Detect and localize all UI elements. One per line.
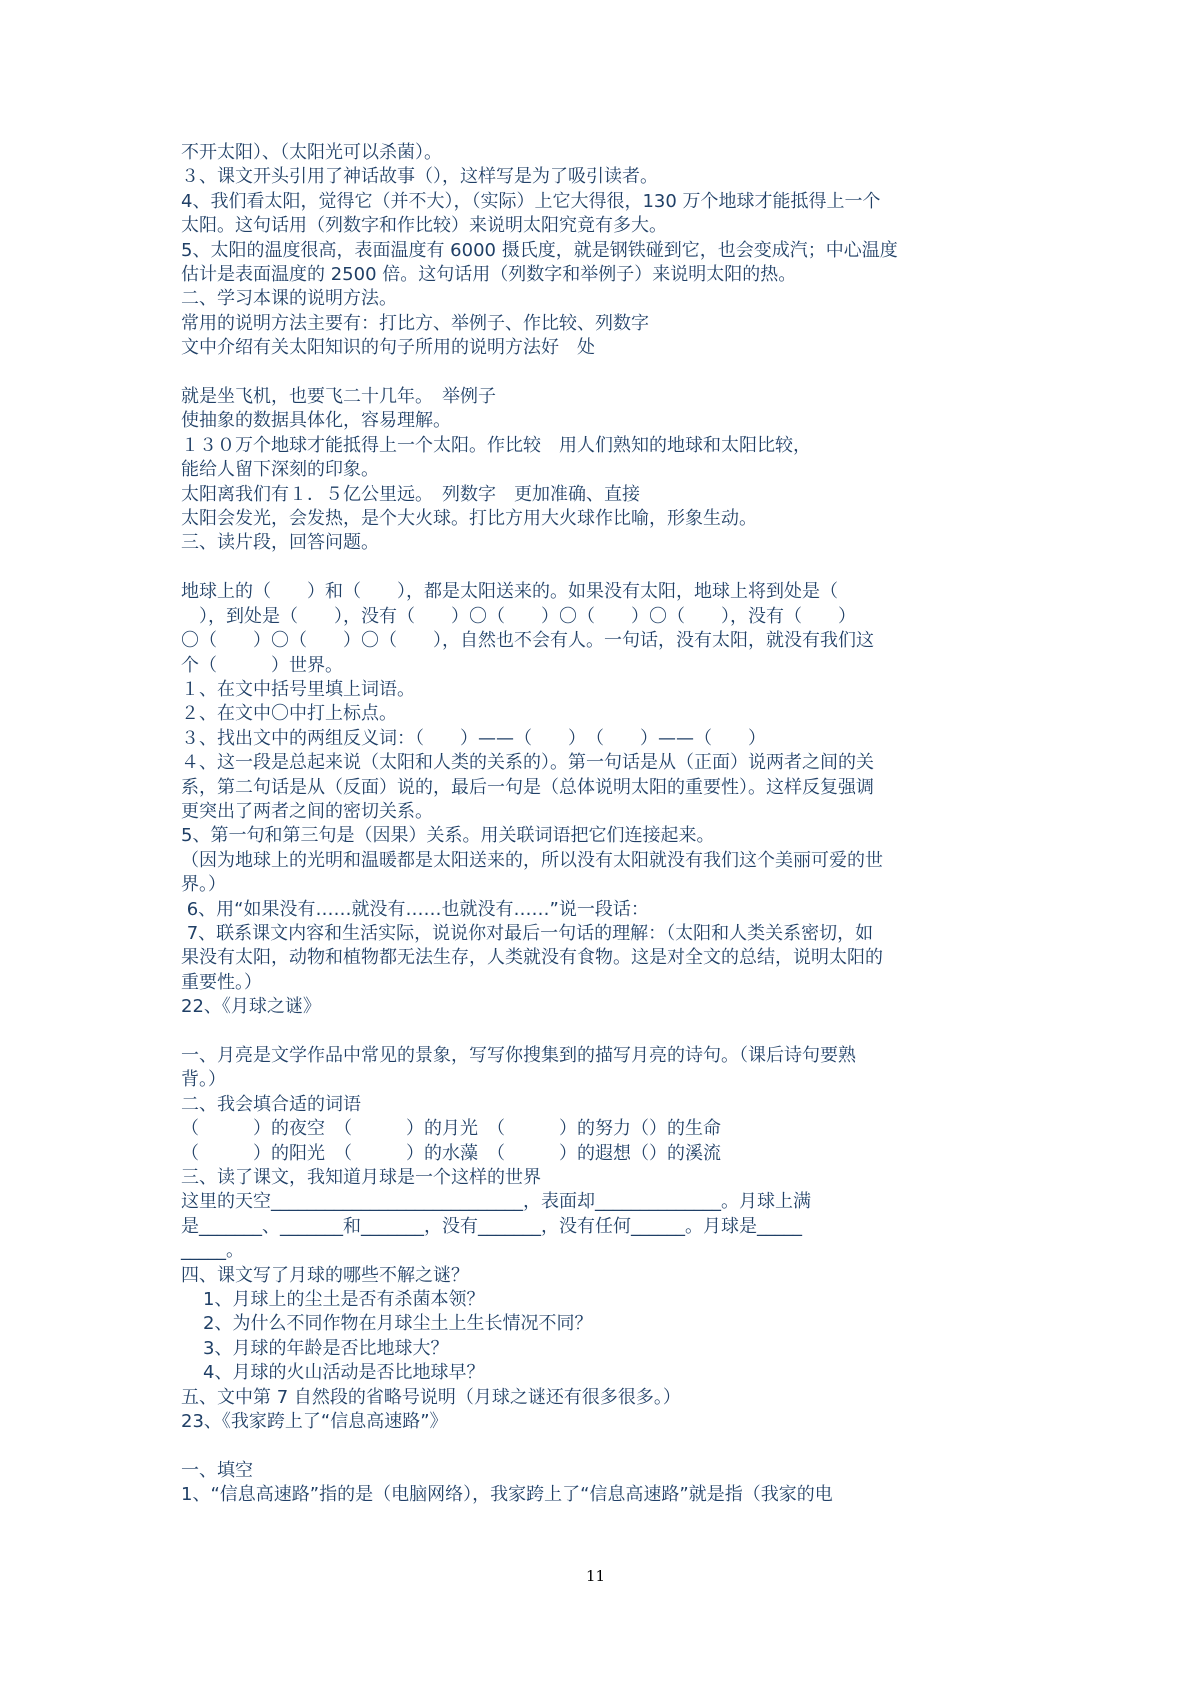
text-line: 重要性。） [181, 971, 262, 993]
list-item: 4、月球的火山活动是否比地球早？ [203, 1362, 485, 1384]
text-line: 太阳会发光，会发热，是个大火球。打比方用大火球作比喻，形象生动。 [181, 508, 757, 530]
text-line: 背。） [181, 1069, 226, 1091]
text-line: 7、联系课文内容和生活实际，说说你对最后一句话的理解：（太阳和人类关系密切，如 [181, 922, 874, 944]
fill-blank-line: _____。 [181, 1240, 244, 1262]
text-line: 系，第二句话是从（反面）说的，最后一句是（总体说明太阳的重要性）。这样反复强调 [181, 776, 874, 798]
text-line: 6、用“如果没有……就没有……也就没有……”说一段话： [181, 898, 649, 920]
lesson-title: 22、《月球之谜》 [181, 996, 321, 1018]
text-line: 更突出了两者之间的密切关系。 [181, 800, 433, 822]
blank-gap [181, 556, 1021, 580]
lesson-title: 23、《我家跨上了“信息高速路”》 [181, 1411, 448, 1433]
text-line: 5、第一句和第三句是（因果）关系。用关联词语把它们连接起来。 [181, 825, 715, 847]
text-line: ），到处是（ ），没有（ ）〇（ ）〇（ ）〇（ ），没有（ ） [181, 605, 856, 627]
text-line: 果没有太阳，动物和植物都无法生存，人类就没有食物。这是对全文的总结，说明太阳的 [181, 947, 883, 969]
text-line: 能给人留下深刻的印象。 [181, 459, 379, 481]
section-heading: 一、填空 [181, 1459, 253, 1481]
text-line: 5、太阳的温度很高，表面温度有 6000 摄氏度，就是钢铁碰到它，也会变成汽；中心温度 [181, 239, 898, 261]
text-line: １３０万个地球才能抵得上一个太阳。作比较 用人们熟知的地球和太阳比较， [181, 434, 811, 456]
text-line: 就是坐飞机，也要飞二十几年。 举例子 [181, 386, 496, 408]
blank-gap [181, 1020, 1021, 1044]
page-content [181, 141, 1021, 1508]
text-line: 个（ ）世界。 [181, 654, 343, 676]
list-item: 1、月球上的尘土是否有杀菌本领？ [203, 1289, 485, 1311]
section-heading: 三、读片段，回答问题。 [181, 532, 379, 554]
page-number: 11 [585, 1567, 606, 1585]
text-line: ３、找出文中的两组反义词：（ ）——（ ） （ ）——（ ） [181, 727, 766, 749]
blank-gap [181, 1434, 1021, 1458]
text-line: 太阳离我们有１．５亿公里远。 列数字 更加准确、直接 [181, 483, 640, 505]
section-heading: 二、我会填合适的词语 [181, 1093, 361, 1115]
text-line: 界。） [181, 874, 226, 896]
text-line: 文中介绍有关太阳知识的句子所用的说明方法好 处 [181, 337, 595, 359]
fill-blank-line: （ ）的阳光 （ ）的水藻 （ ）的遐想（）的溪流 [181, 1142, 721, 1164]
text-line: 使抽象的数据具体化，容易理解。 [181, 410, 451, 432]
fill-blank-line: 这里的天空____________________________，表面却______________。月球上满 [181, 1191, 811, 1213]
text-line: （因为地球上的光明和温暖都是太阳送来的，所以没有太阳就没有我们这个美丽可爱的世 [181, 849, 883, 871]
text-line: 4、我们看太阳，觉得它（并不大），（实际）上它大得很，130 万个地球才能抵得上一个 [181, 190, 881, 212]
fill-blank-line: （ ）的夜空 （ ）的月光 （ ）的努力（）的生命 [181, 1118, 721, 1140]
list-item: 2、为什么不同作物在月球尘土上生长情况不同？ [203, 1313, 593, 1335]
section-heading: 五、文中第 7 自然段的省略号说明（月球之谜还有很多很多。） [181, 1386, 681, 1408]
text-line: ２、在文中〇中打上标点。 [181, 703, 397, 725]
text-line: ３、课文开头引用了神话故事（），这样写是为了吸引读者。 [181, 166, 658, 188]
text-line: 不开太阳）、（太阳光可以杀菌）。 [181, 142, 442, 163]
text-line: 估计是表面温度的 2500 倍。这句话用（列数字和举例子）来说明太阳的热。 [181, 264, 797, 286]
section-heading: 三、读了课文，我知道月球是一个这样的世界 [181, 1167, 541, 1189]
list-item: 3、月球的年龄是否比地球大？ [203, 1337, 449, 1359]
blank-gap [181, 361, 1021, 385]
fill-blank-line: 是_______、_______和_______，没有_______，没有任何______。月球是_____ [181, 1215, 802, 1237]
text-line: １、在文中括号里填上词语。 [181, 678, 415, 700]
text-line: 常用的说明方法主要有：打比方、举例子、作比较、列数字 [181, 312, 649, 334]
text-line: 一、月亮是文学作品中常见的景象，写写你搜集到的描写月亮的诗句。（课后诗句要熟 [181, 1044, 856, 1066]
text-line: ４、这一段是总起来说（太阳和人类的关系的）。第一句话是从（正面）说两者之间的关 [181, 752, 874, 774]
section-heading: 四、课文写了月球的哪些不解之谜？ [181, 1264, 469, 1286]
text-line: 〇（ ）〇（ ）〇（ ），自然也不会有人。一句话，没有太阳，就没有我们这 [181, 630, 874, 652]
text-line: 地球上的（ ）和（ ），都是太阳送来的。如果没有太阳，地球上将到处是（ [181, 581, 838, 603]
text-line: 1、“信息高速路”指的是（电脑网络），我家跨上了“信息高速路”就是指（我家的电 [181, 1484, 833, 1506]
section-heading: 二、学习本课的说明方法。 [181, 288, 397, 310]
text-line: 太阳。这句话用（列数字和作比较）来说明太阳究竟有多大。 [181, 215, 667, 237]
